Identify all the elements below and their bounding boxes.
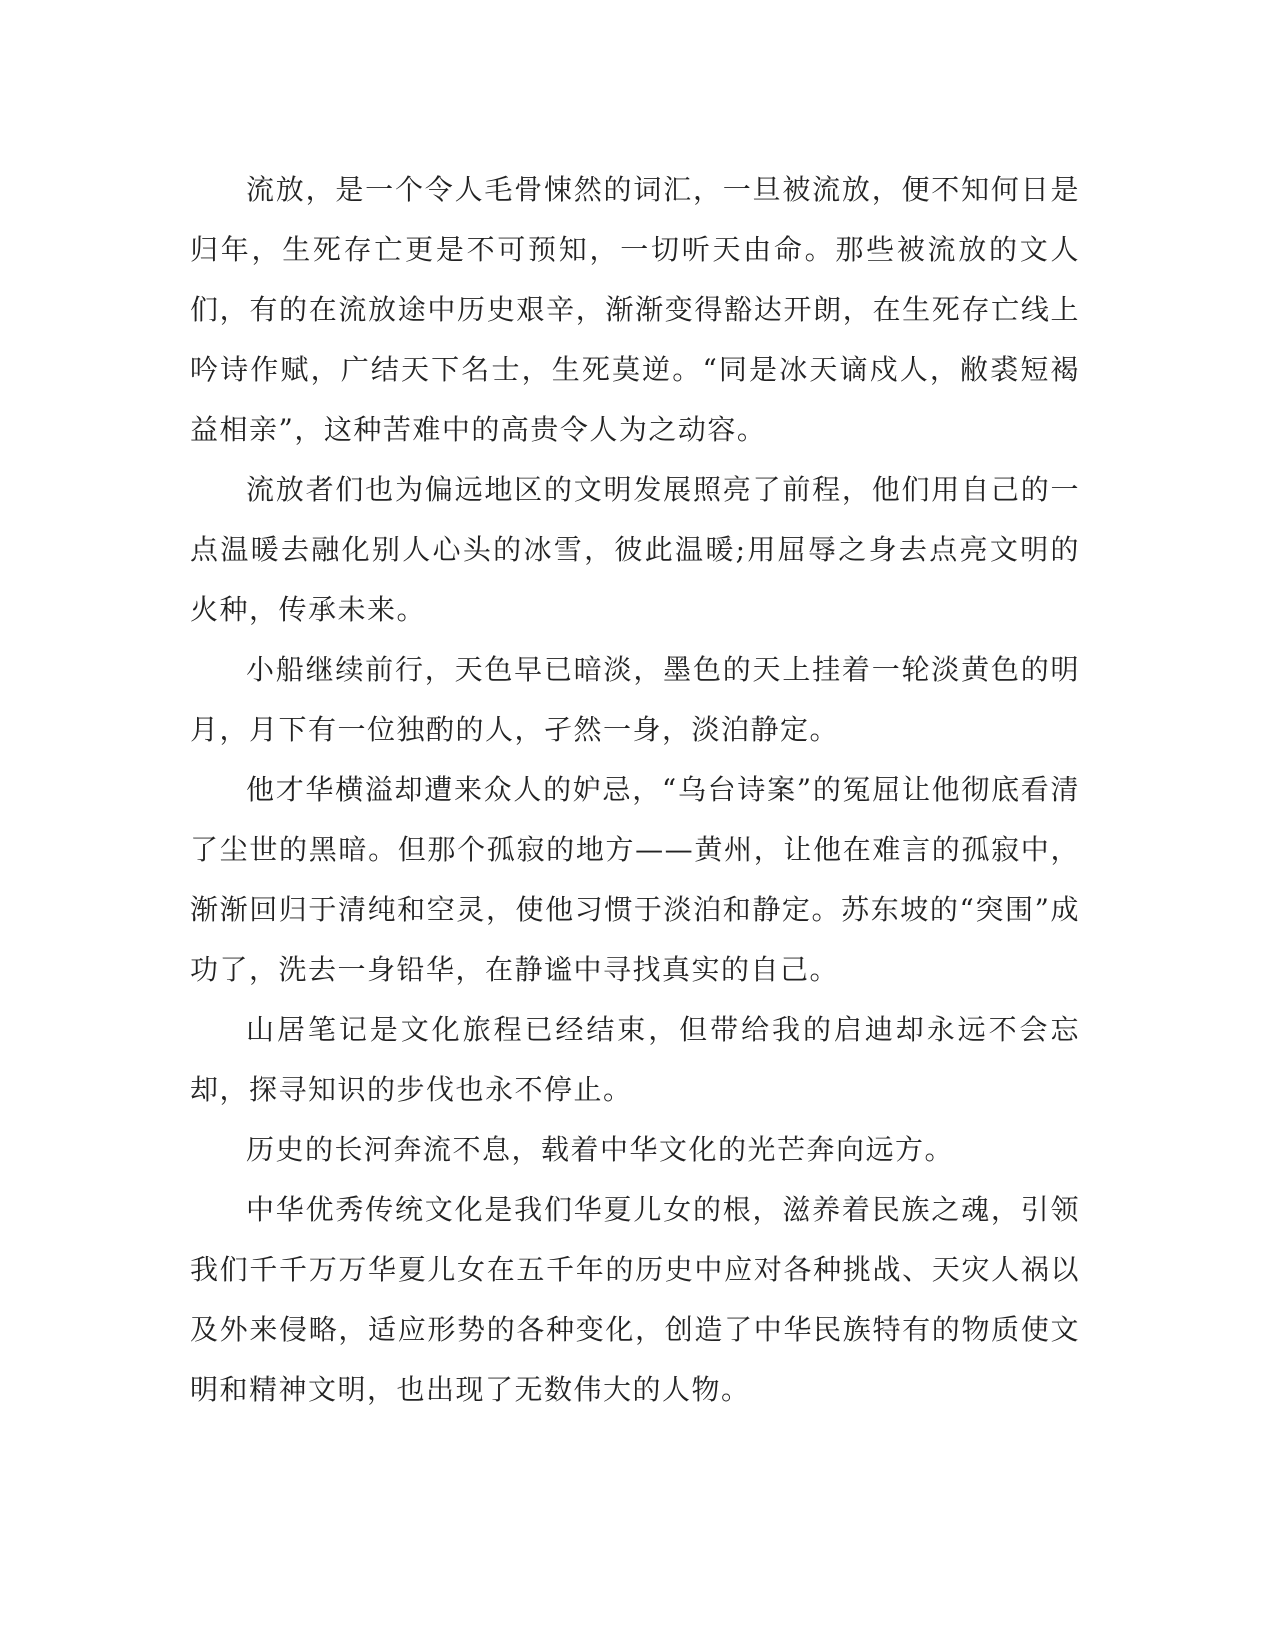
paragraph-1: 流放，是一个令人毛骨悚然的词汇，一旦被流放，便不知何日是归年，生死存亡更是不可预知，一切听天由命。那些被流放的文人们，有的在流放途中历史艰辛，渐渐变得豁达开朗，在生死存亡线上吟诗作赋，广结天下名士，生死莫逆。“同是冰天谪戍人，敝裘短褐益相亲”，这种苦难中的高贵令人为之动容。	[190, 173, 1080, 446]
document-body	[190, 160, 1080, 1420]
paragraph-5: 山居笔记是文化旅程已经结束，但带给我的启迪却永远不会忘却，探寻知识的步伐也永不停止。	[190, 1013, 1080, 1106]
paragraph-7: 中华优秀传统文化是我们华夏儿女的根，滋养着民族之魂，引领我们千千万万华夏儿女在五千年的历史中应对各种挑战、天灾人祸以及外来侵略，适应形势的各种变化，创造了中华民族特有的物质使文明和精神文明，也出现了无数伟大的人物。	[190, 1193, 1080, 1406]
paragraph-4: 他才华横溢却遭来众人的妒忌，“乌台诗案”的冤屈让他彻底看清了尘世的黑暗。但那个孤寂的地方——黄州，让他在难言的孤寂中，渐渐回归于清纯和空灵，使他习惯于淡泊和静定。苏东坡的“突围”成功了，洗去一身铅华，在静谧中寻找真实的自己。	[190, 773, 1080, 986]
paragraph-3: 小船继续前行，天色早已暗淡，墨色的天上挂着一轮淡黄色的明月，月下有一位独酌的人，孑然一身，淡泊静定。	[190, 653, 1080, 746]
paragraph-6: 历史的长河奔流不息，载着中华文化的光芒奔向远方。	[246, 1133, 955, 1166]
paragraph-2: 流放者们也为偏远地区的文明发展照亮了前程，他们用自己的一点温暖去融化别人心头的冰雪，彼此温暖;用屈辱之身去点亮文明的火种，传承未来。	[190, 473, 1080, 626]
